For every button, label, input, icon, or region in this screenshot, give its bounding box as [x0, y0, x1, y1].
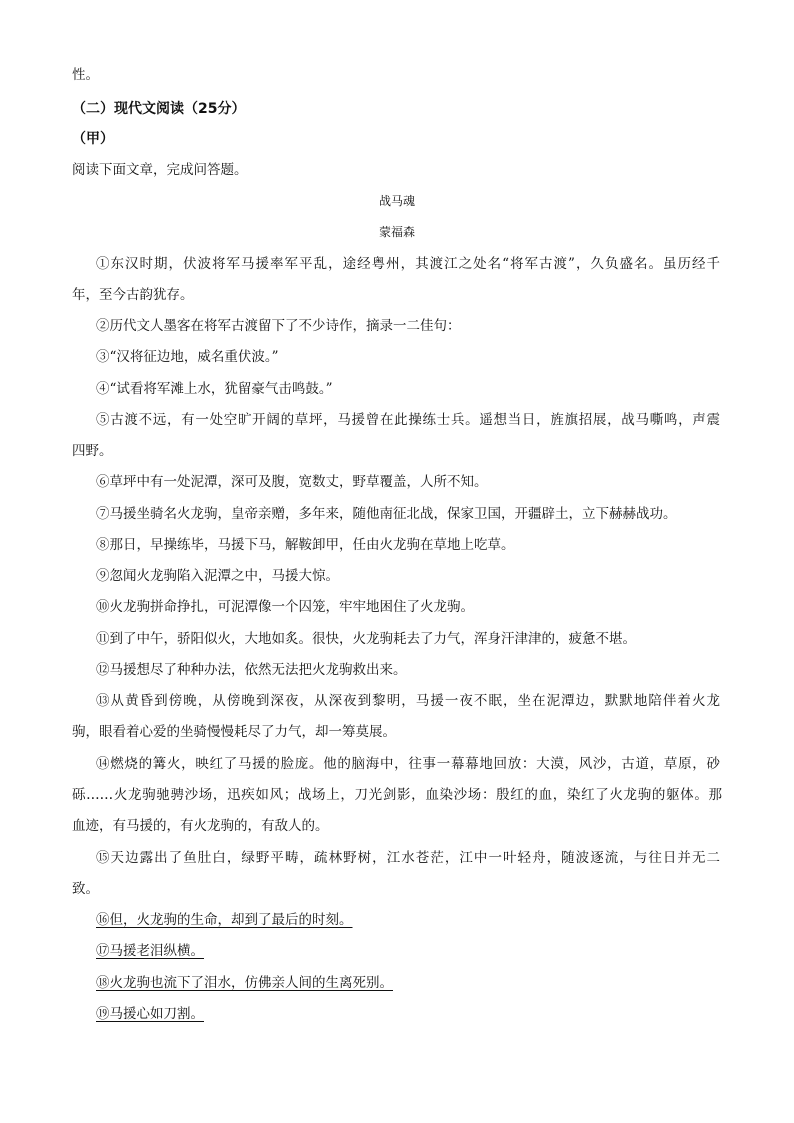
paragraph-3: ③“汉将征边地，威名重伏波。”	[96, 349, 279, 365]
paragraph-17: ⑰马援老泪纵横。	[96, 943, 204, 959]
paragraph-6: ⑥草坪中有一处泥潭，深可及腹，宽数丈，野草覆盖，人所不知。	[96, 474, 488, 490]
paragraph-2: ②历代文人墨客在将军古渡留下了不少诗作，摘录一二佳句：	[96, 318, 461, 334]
paragraph-10: ⑩火龙驹拼命挣扎，可泥潭像一个囚笼，牢牢地困住了火龙驹。	[96, 599, 474, 615]
instruction-text: 阅读下面文章，完成问答题。	[72, 162, 248, 178]
paragraph-18: ⑱火龙驹也流下了泪水，仿佛亲人间的生离死别。	[96, 975, 393, 991]
paragraph-11: ⑪到了中午，骄阳似火，大地如炙。很快，火龙驹耗去了力气，浑身汗津津的，疲惫不堪。	[96, 631, 636, 647]
paragraph-1-line-1: ①东汉时期，伏波将军马援率军平乱，途经粤州，其渡江之处名“将军古渡”，久负盛名。虽历经千	[96, 256, 720, 272]
section-heading: （二）现代文阅读（25分）	[72, 101, 246, 117]
paragraph-16: ⑯但，火龙驹的生命，却到了最后的时刻。	[96, 912, 353, 928]
subheading: （甲）	[72, 131, 114, 147]
paragraph-8: ⑧那日，早操练毕，马援下马，解鞍卸甲，任由火龙驹在草地上吃草。	[96, 537, 515, 553]
paragraph-14-line-2: 砾……火龙驹驰骋沙场，迅疾如风；战场上，刀光剑影，血染沙场：殷红的血，染红了火龙驹的躯体。那	[72, 787, 722, 803]
article-author: 蒙福森	[378, 225, 415, 239]
paragraph-14-line-1: ⑭燃烧的篝火，映红了马援的脸庞。他的脑海中，往事一幕幕地回放：大漠，风沙，古道，草原，砂	[96, 756, 720, 772]
top-fragment: 性。	[72, 67, 99, 83]
paragraph-13-line-1: ⑬从黄昏到傍晚，从傍晚到深夜，从深夜到黎明，马援一夜不眠，坐在泥潭边，默默地陪伴着火龙	[96, 693, 720, 709]
paragraph-14-line-3: 血迹，有马援的，有火龙驹的，有敌人的。	[72, 818, 329, 834]
paragraph-7: ⑦马援坐骑名火龙驹，皇帝亲赠，多年来，随他南征北战，保家卫国，开疆辟土，立下赫赫战功。	[96, 506, 677, 522]
paragraph-5-line-1: ⑤古渡不远，有一处空旷开阔的草坪，马援曾在此操练士兵。遥想当日，旌旗招展，战马嘶鸣，声震	[96, 412, 720, 428]
article-title: 战马魂	[378, 194, 415, 208]
paragraph-1-line-2: 年，至今古韵犹存。	[72, 287, 194, 303]
paragraph-19: ⑲马援心如刀割。	[96, 1006, 204, 1022]
paragraph-15-line-2: 致。	[72, 881, 99, 897]
paragraph-5-line-2: 四野。	[72, 443, 113, 459]
paragraph-15-line-1: ⑮天边露出了鱼肚白，绿野平畴，疏林野树，江水苍茫，江中一叶轻舟，随波逐流，与往日并无二	[96, 850, 720, 866]
paragraph-4: ④“试看将军滩上水，犹留豪气击鸣鼓。”	[96, 381, 333, 397]
paragraph-13-line-2: 驹，眼看着心爱的坐骑慢慢耗尽了力气，却一筹莫展。	[72, 724, 396, 740]
paragraph-12: ⑫马援想尽了种种办法，依然无法把火龙驹救出来。	[96, 662, 407, 678]
paragraph-9: ⑨忽闻火龙驹陷入泥潭之中，马援大惊。	[96, 568, 339, 584]
